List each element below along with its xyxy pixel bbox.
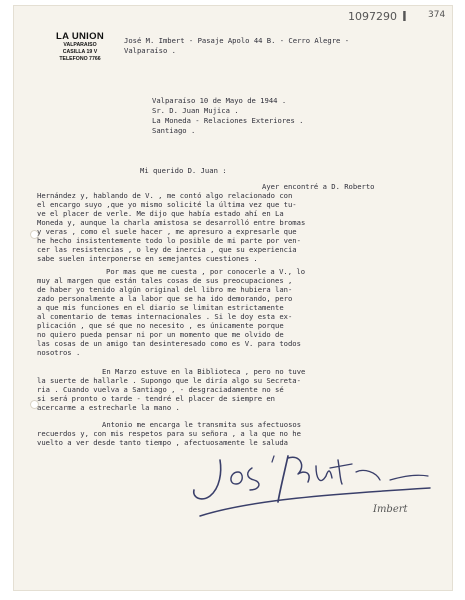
paragraph-line: plicación , que sé que no necesito , es únicamente porque bbox=[37, 321, 284, 330]
signature bbox=[180, 450, 440, 530]
paragraph-line: y veras , como el suele hacer , me apresuro a expresarle que bbox=[37, 227, 297, 236]
paragraph-line: Ayer encontré a D. Roberto bbox=[262, 182, 375, 191]
paragraph-line: de haber yo tenido algún original del libro me hubiera lan- bbox=[37, 285, 293, 294]
paragraph-line: nosotros . bbox=[37, 348, 81, 357]
archive-record-number: 1097290 bbox=[348, 10, 397, 23]
letterhead bbox=[40, 31, 120, 63]
paragraph-line: a que mis funciones en el diario se limitan estrictamente bbox=[37, 303, 284, 312]
paragraph-line: las cosas de un amigo tan desinteresado como es V. para todos bbox=[37, 339, 301, 348]
paragraph-line: cer las resistencias , o ley de inercia , que su experiencia bbox=[37, 245, 297, 254]
letterhead-name: LA UNION bbox=[56, 31, 104, 42]
recipient-line: Santiago . bbox=[152, 126, 196, 135]
sender-address-line-1: José M. Imbert - Pasaje Apolo 44 B. - Cerro Alegre - bbox=[124, 36, 350, 45]
paragraph-line: En Marzo estuve en la Biblioteca , pero no tuve bbox=[102, 367, 306, 376]
paragraph-line: al comentario de temas internacionales . Si le doy esta ex- bbox=[37, 312, 293, 321]
paragraph-line: zado personalmente a la labor que se ha ido demorando, pero bbox=[37, 294, 293, 303]
recipient-line: La Moneda - Relaciones Exteriores . bbox=[152, 116, 304, 125]
date-line: Valparaíso 10 de Mayo de 1944 . bbox=[152, 96, 287, 105]
recipient-line: Sr. D. Juan Mujica . bbox=[152, 106, 239, 115]
paragraph-line: ve el placer de verle. Me dijo que había estado ahí en La bbox=[37, 209, 284, 218]
letterhead-box: CASILLA 19 V bbox=[62, 49, 98, 55]
sender-address-line-2: Valparaíso . bbox=[124, 46, 176, 55]
paragraph-line: el encargo suyo ,que yo mismo solicité la última vez que tu- bbox=[37, 200, 297, 209]
paragraph-line: la suerte de hallarle . Supongo que le diría algo su Secreta- bbox=[37, 376, 301, 385]
paragraph-line: acercarme a estrecharle la mano . bbox=[37, 403, 180, 412]
signature-note: Imbert bbox=[373, 504, 408, 515]
paragraph-line: Moneda y, aunque la charla amistosa se desarrolló entre bromas bbox=[37, 218, 306, 227]
paragraph-line: Hernández y, hablando de V. , me contó algo relacionado con bbox=[37, 191, 293, 200]
archive-mark: I bbox=[402, 10, 407, 25]
paragraph-line: si será pronto o tarde - tendré el placer de siempre en bbox=[37, 394, 275, 403]
letterhead-city: VALPARAISO bbox=[63, 42, 97, 48]
paragraph-line: Por mas que me cuesta , por conocerle a V., lo bbox=[106, 267, 306, 276]
paragraph-line: he hecho insistentemente todo lo posible de mi parte por ven- bbox=[37, 236, 301, 245]
salutation: Mi querido D. Juan : bbox=[140, 166, 227, 175]
paragraph-line: vuelto a ver desde tanto tiempo , afectuosamente le saluda bbox=[37, 438, 288, 447]
paragraph-line: Antonio me encarga le transmita sus afectuosos bbox=[102, 420, 302, 429]
paragraph-line: sabe suelen interponerse en semejantes cuestiones . bbox=[37, 254, 258, 263]
signature-scribble bbox=[180, 450, 440, 530]
paragraph-line: ria . Cuando vuelva a Santiago , - desgraciadamente no sé bbox=[37, 385, 284, 394]
paragraph-line: no quiero pueda pensar ni por un momento que me olvido de bbox=[37, 330, 284, 339]
paragraph-line: muy al margen que están tales cosas de sus preocupaciones , bbox=[37, 276, 293, 285]
paragraph-line: recuerdos y, con mis respetos para su señora , a la que no he bbox=[37, 429, 301, 438]
archive-page-number: 374 bbox=[428, 10, 446, 20]
letterhead-phone: TELEFONO 7766 bbox=[59, 56, 101, 62]
